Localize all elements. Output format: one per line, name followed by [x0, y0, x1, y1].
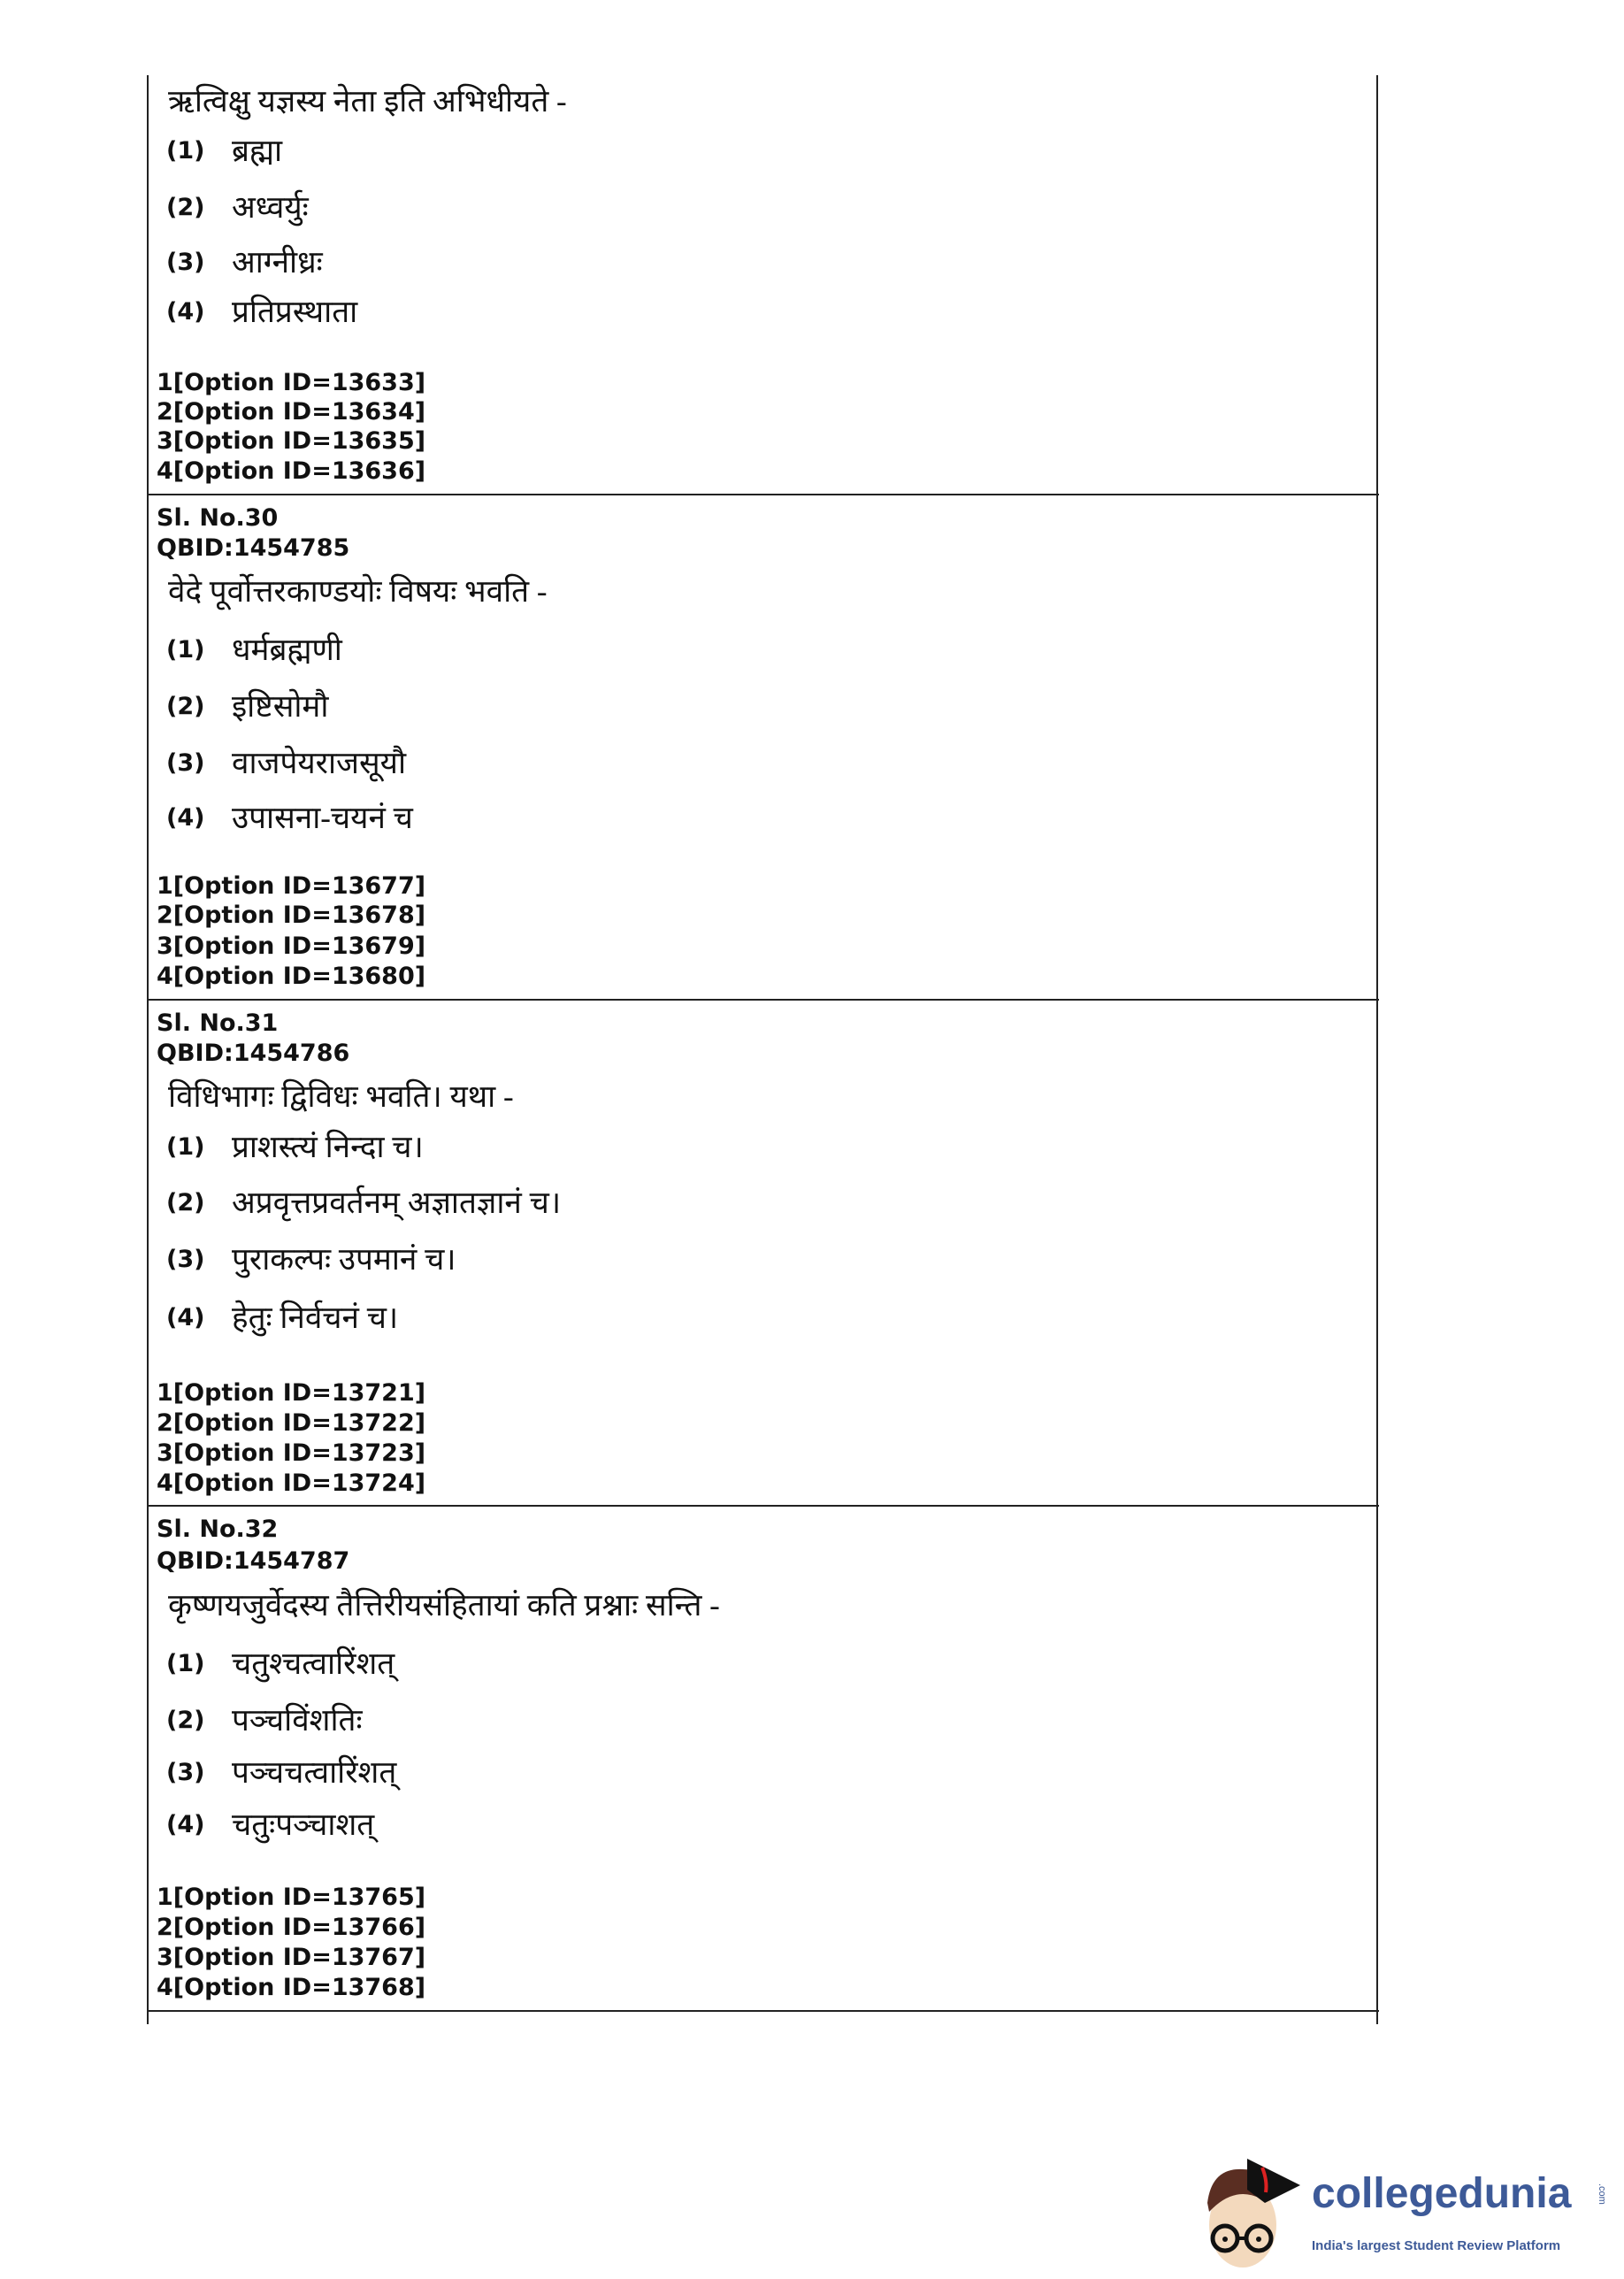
qbid: QBID:1454785	[157, 534, 350, 562]
student-mascot-icon	[1199, 2150, 1305, 2274]
option-id: 4[Option ID=13768]	[157, 1974, 426, 2001]
option-text: उपासना-चयनं च	[232, 801, 413, 835]
option-number: (4)	[166, 804, 205, 832]
option-text: अध्वर्युः	[232, 190, 309, 225]
table-right-border	[1376, 75, 1378, 2024]
option-text: अप्रवृत्तप्रवर्तनम् अज्ञातज्ञानं च।	[232, 1186, 562, 1220]
option-number: (2)	[166, 1707, 205, 1734]
option-text: पुराकल्पः उपमानं च।	[232, 1242, 456, 1277]
option-text: ब्रह्मा	[232, 134, 283, 168]
option-id: 2[Option ID=13722]	[157, 1409, 426, 1437]
option-number: (2)	[166, 693, 205, 720]
option-number: (1)	[166, 1133, 205, 1161]
option-text: प्राशस्त्यं निन्दा च।	[232, 1130, 424, 1164]
row-divider	[147, 2010, 1379, 2012]
option-id: 3[Option ID=13723]	[157, 1439, 426, 1467]
table-left-border	[147, 75, 149, 2024]
option-id: 4[Option ID=13680]	[157, 963, 426, 990]
serial-number: Sl. No.32	[157, 1515, 279, 1543]
option-id: 2[Option ID=13634]	[157, 398, 426, 426]
option-id: 4[Option ID=13636]	[157, 457, 426, 485]
logo-wordmark: collegedunia	[1312, 2170, 1572, 2217]
option-number: (1)	[166, 1650, 205, 1677]
option-number: (1)	[166, 636, 205, 664]
option-id: 1[Option ID=13677]	[157, 872, 426, 900]
option-number: (3)	[166, 249, 205, 276]
option-number: (4)	[166, 298, 205, 326]
option-text: आग्नीध्रः	[232, 245, 323, 280]
option-text: पञ्चचत्वारिंशत्	[232, 1755, 397, 1790]
option-text: पञ्चविंशतिः	[232, 1703, 363, 1738]
row-divider	[147, 1505, 1379, 1507]
option-text: धर्मब्रह्मणी	[232, 633, 342, 667]
serial-number: Sl. No.30	[157, 504, 279, 532]
question-text: वेदे पूर्वोत्तरकाण्डयोः विषयः भवति -	[168, 574, 548, 609]
option-number: (3)	[166, 749, 205, 777]
option-number: (2)	[166, 194, 205, 221]
question-text: विधिभागः द्विविधः भवति। यथा -	[168, 1079, 514, 1114]
option-number: (4)	[166, 1811, 205, 1838]
option-text: इष्टिसोमौ	[232, 689, 329, 724]
question-text: कृष्णयजुर्वेदस्य तैत्तिरीयसंहितायां कति प्रश्नाः सन्ति -	[168, 1588, 720, 1623]
collegedunia-logo	[1199, 2150, 1614, 2274]
row-divider	[147, 999, 1379, 1001]
option-number: (3)	[166, 1759, 205, 1786]
logo-tagline: India's largest Student Review Platform	[1312, 2238, 1561, 2253]
qbid: QBID:1454787	[157, 1547, 350, 1575]
serial-number: Sl. No.31	[157, 1009, 279, 1037]
option-id: 3[Option ID=13635]	[157, 427, 426, 455]
option-id: 3[Option ID=13679]	[157, 932, 426, 960]
option-text: चतुश्चत्वारिंशत्	[232, 1646, 395, 1681]
qbid: QBID:1454786	[157, 1040, 350, 1067]
option-id: 1[Option ID=13633]	[157, 369, 426, 396]
option-id: 1[Option ID=13721]	[157, 1379, 426, 1407]
option-text: चतुःपञ्चाशत्	[232, 1807, 375, 1842]
option-id: 4[Option ID=13724]	[157, 1469, 426, 1497]
row-divider	[147, 494, 1379, 495]
option-text: प्रतिप्रस्थाता	[232, 295, 358, 329]
option-number: (3)	[166, 1246, 205, 1273]
question-text: ऋत्विक्षु यज्ञस्य नेता इति अभिधीयते -	[168, 84, 567, 119]
option-number: (2)	[166, 1189, 205, 1216]
option-text: वाजपेयराजसूयौ	[232, 746, 407, 780]
option-text: हेतुः निर्वचनं च।	[232, 1301, 399, 1335]
option-id: 3[Option ID=13767]	[157, 1944, 426, 1971]
option-number: (4)	[166, 1304, 205, 1331]
option-id: 1[Option ID=13765]	[157, 1884, 426, 1911]
option-id: 2[Option ID=13678]	[157, 902, 426, 929]
logo-com: .com	[1597, 2183, 1607, 2205]
option-number: (1)	[166, 137, 205, 165]
option-id: 2[Option ID=13766]	[157, 1914, 426, 1941]
